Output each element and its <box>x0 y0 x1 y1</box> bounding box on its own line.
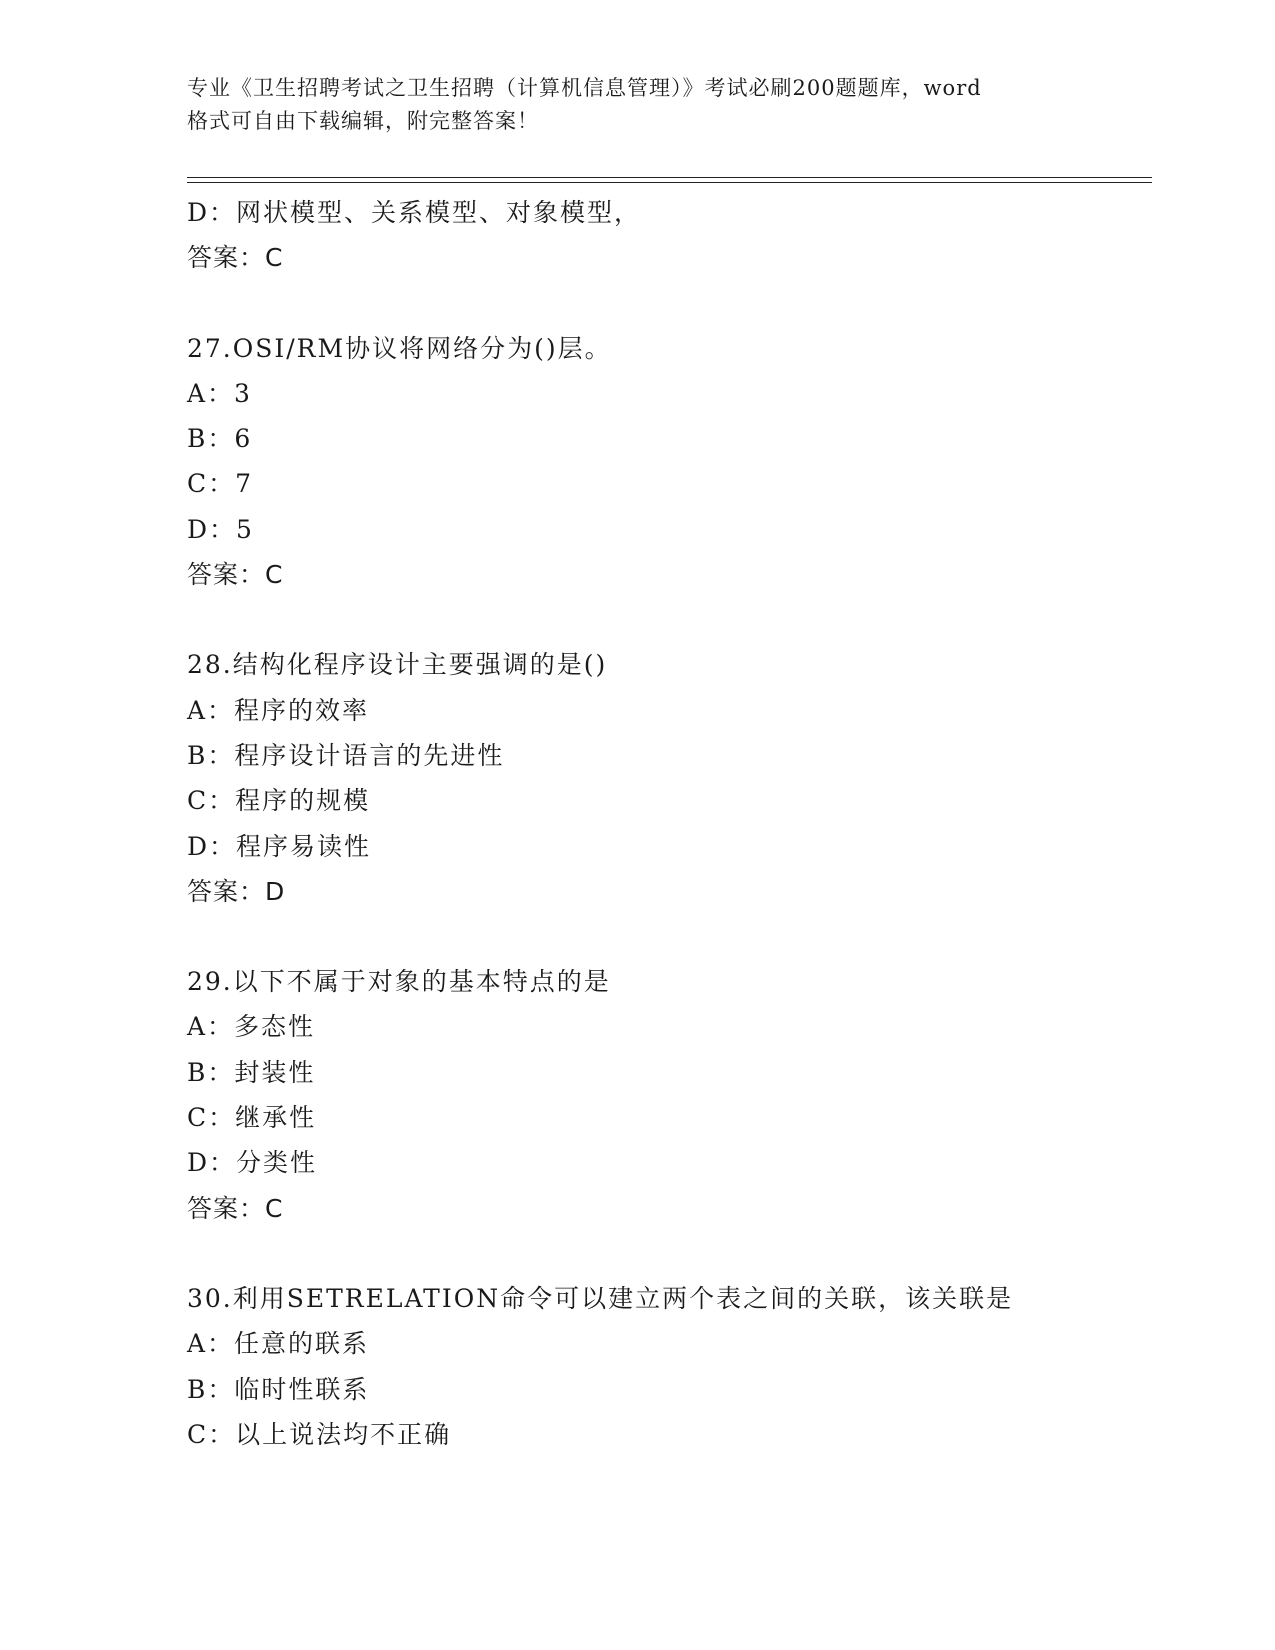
option-b: B：临时性联系 <box>187 1374 370 1404</box>
option-c: C：以上说法均不正确 <box>187 1419 452 1449</box>
answer: 答案：C <box>187 1193 284 1223</box>
option-d: D：程序易读性 <box>187 831 372 861</box>
option-c: C：程序的规模 <box>187 786 371 816</box>
question-30 <box>187 1276 1152 1457</box>
header-line-2: 格式可自由下载编辑，附完整答案！ <box>187 109 539 133</box>
question-28 <box>187 642 1152 914</box>
option-b: B：程序设计语言的先进性 <box>187 740 505 770</box>
answer: 答案：C <box>187 560 284 590</box>
option-a: A：任意的联系 <box>187 1329 370 1359</box>
question-29 <box>187 959 1152 1231</box>
option-a: A：多态性 <box>187 1012 316 1042</box>
answer: 答案：D <box>187 876 286 906</box>
question-27 <box>187 326 1152 598</box>
question-list <box>187 190 1152 1457</box>
answer-previous: 答案：C <box>187 243 284 273</box>
document-header <box>187 72 1087 138</box>
option-d: D：5 <box>187 514 254 544</box>
option-b: B：封装性 <box>187 1057 316 1087</box>
header-divider-bottom <box>187 182 1152 183</box>
option-c: C：继承性 <box>187 1103 317 1133</box>
option-d-previous: D：网状模型、关系模型、对象模型， <box>187 198 642 227</box>
option-c: C：7 <box>187 469 254 499</box>
question-stem: 29.以下不属于对象的基本特点的是 <box>187 967 611 997</box>
header-divider-top <box>187 177 1152 178</box>
question-stem: 27.OSI/RM协议将网络分为()层。 <box>187 333 612 363</box>
option-a: A：3 <box>187 378 252 408</box>
header-line-1: 专业《卫生招聘考试之卫生招聘（计算机信息管理）》考试必刷200题题库，word <box>187 76 982 100</box>
option-a: A：程序的效率 <box>187 695 370 725</box>
question-stem: 30.利用SETRELATION命令可以建立两个表之间的关联，该关联是 <box>187 1283 1014 1313</box>
question-stem: 28.结构化程序设计主要强调的是() <box>187 650 608 680</box>
option-b: B：6 <box>187 424 253 454</box>
option-d: D：分类性 <box>187 1148 318 1178</box>
